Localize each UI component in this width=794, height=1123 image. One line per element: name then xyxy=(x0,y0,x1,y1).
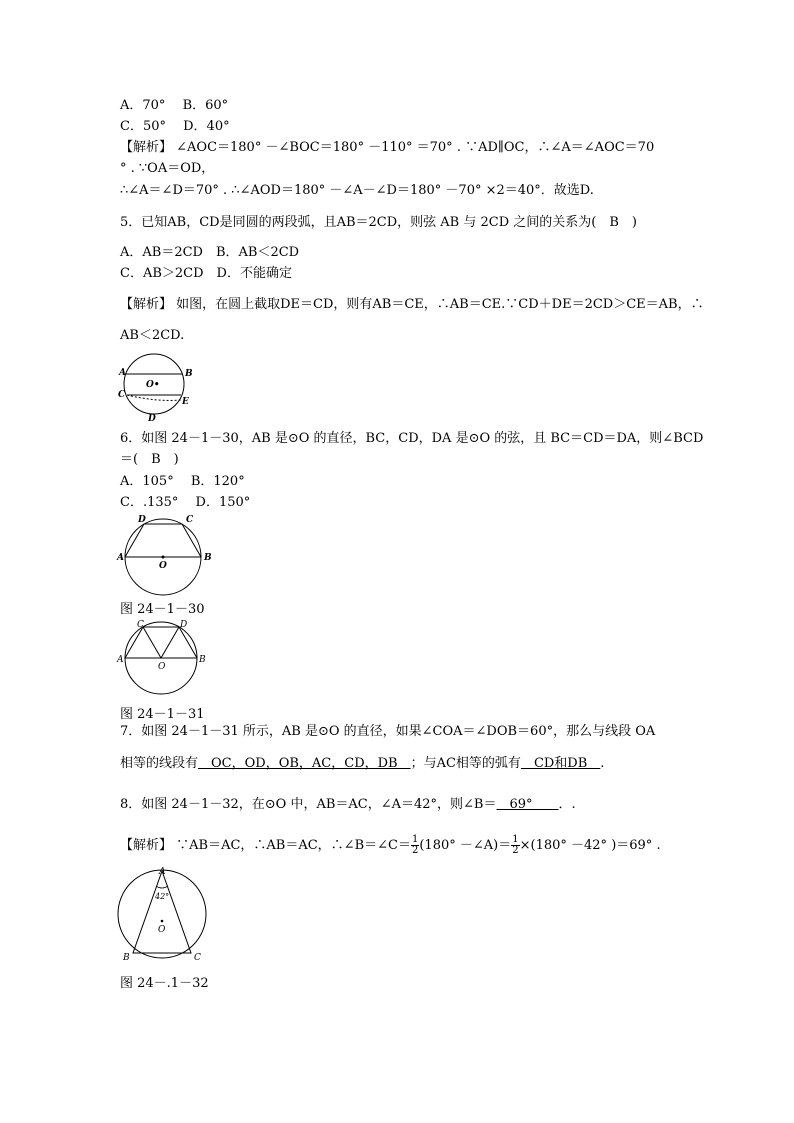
q5-options-line2: C．AB＞2CD D．不能确定 xyxy=(120,266,292,281)
q8-text-a: 8．如图 24－1－32，在⊙O 中，AB＝AC，∠A＝42°，则∠B＝ xyxy=(120,797,497,812)
q8-ana-a: 【解析】 ∵AB＝AC，∴AB＝AC，∴∠B＝∠C＝ xyxy=(120,838,411,853)
fig5-label-e: E xyxy=(182,397,189,407)
q4-analysis-line2: ° . ∵OA＝OD， xyxy=(120,161,215,176)
fig32-label-b: B xyxy=(123,953,130,962)
q7-text-c: . xyxy=(600,756,605,771)
q7-answer1: OC，OD，OB，AC，CD，DB xyxy=(198,756,411,771)
q7-stem-line1: 7．如图 24－1－31 所示，AB 是⊙O 的直径，如果∠COA＝∠DOB＝60°，那么与线段 OA xyxy=(120,724,656,739)
q7-text-a: 相等的线段有 xyxy=(120,756,199,771)
q7-answer2: CD和DB xyxy=(520,756,601,771)
figure-24-1-30 xyxy=(116,512,216,598)
fig5-label-o: O• xyxy=(146,380,160,390)
figure-24-1-31-caption: 图 24－1－31 xyxy=(120,707,205,722)
fig5-label-c: C xyxy=(118,390,126,400)
figure-24-1-32-caption: 图 24－.1－32 xyxy=(120,976,209,991)
fraction-half-1: $\frac{1}{2}$ xyxy=(411,834,419,856)
q8-text-b: ．. xyxy=(558,797,576,812)
fig32-label-a: A xyxy=(159,867,166,877)
q8-stem xyxy=(120,797,576,813)
fig31-label-c: C xyxy=(137,620,144,630)
figure-24-1-32 xyxy=(116,866,214,962)
fig5-label-d: D xyxy=(148,414,156,424)
q8-ana-c: ×(180° －42° )＝69° . xyxy=(519,838,661,853)
q6-stem-line1: 6．如图 24－1－30，AB 是⊙O 的直径，BC，CD，DA 是⊙O 的弦，且 BC＝CD＝DA，则∠BCD xyxy=(120,431,704,446)
fig5-label-b: B xyxy=(185,369,193,379)
q6-options-line1: A．105° B．120° xyxy=(120,474,245,489)
fig31-label-d: D xyxy=(180,620,188,630)
q5-options-line1: A．AB＝2CD B．AB＜2CD xyxy=(120,245,300,260)
q8-ana-b: (180° －∠A)＝ xyxy=(419,838,512,853)
figure-q5-circle xyxy=(116,350,196,425)
fraction-half-2: $\frac{1}{2}$ xyxy=(512,834,519,856)
q4-analysis-line3: ∴∠A＝∠D＝70° . ∴∠AOD＝180° －∠A－∠D＝180° －70° ×2＝40°．故选D. xyxy=(120,183,594,198)
fig30-label-o: O xyxy=(159,561,167,571)
fig30-label-c: C xyxy=(186,515,194,525)
fig5-label-a: A xyxy=(119,368,126,378)
q5-analysis-line2: AB＜2CD. xyxy=(120,328,185,343)
figure-24-1-30-caption: 图 24－1－30 xyxy=(120,602,205,617)
fig32-label-o: O xyxy=(158,925,166,935)
fig32-angle: 42° xyxy=(155,892,170,901)
q5-analysis-line1: 【解析】 如图，在圆上截取DE＝CD，则有AB＝CE，∴AB＝CE.∵CD＋DE＝2CD＞CE＝AB，∴ xyxy=(120,297,704,312)
fig31-label-b: B xyxy=(199,655,206,665)
figure-24-1-31 xyxy=(116,618,216,696)
q8-analysis xyxy=(120,832,661,860)
q8-answer: 69° xyxy=(496,797,559,812)
fig30-label-d: D xyxy=(138,515,146,525)
fig32-label-c: C xyxy=(194,953,201,962)
q6-options-line2: C．.135° D．150° xyxy=(120,495,251,510)
q4-analysis-line1: 【解析】 ∠AOC＝180° －∠BOC＝180° －110° ＝70° . ∵AD∥OC，∴∠A＝∠AOC＝70 xyxy=(120,140,655,155)
q7-text-b: ；与AC相等的弧有 xyxy=(410,756,521,771)
q6-stem-line2: ＝( B ) xyxy=(120,452,179,467)
fig30-label-a: A xyxy=(117,553,124,563)
q5-stem: 5．已知AB，CD是同圆的两段弧，且AB＝2CD，则弦 AB 与 2CD 之间的关系为( B ) xyxy=(120,215,637,230)
fig30-label-b: B xyxy=(204,553,212,563)
fig31-label-a: A xyxy=(117,655,124,665)
fig31-label-o: O xyxy=(158,662,166,672)
q4-options-line1: A．70° B．60° xyxy=(120,98,229,113)
q7-stem-line2 xyxy=(120,756,604,772)
q4-options-line2: C．50° D．40° xyxy=(120,119,230,134)
